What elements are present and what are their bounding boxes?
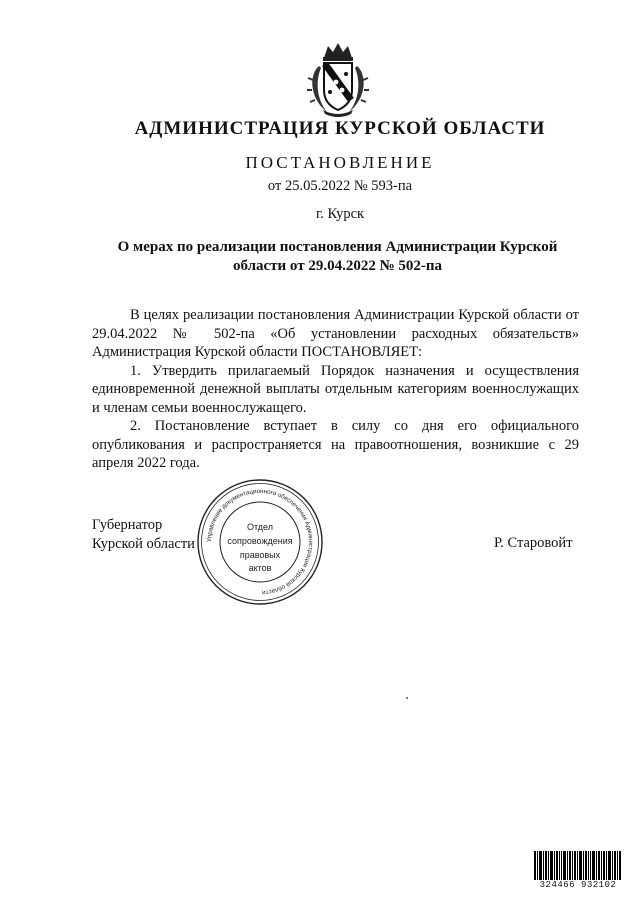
stamp-center-line: Отдел (246, 522, 274, 532)
stamp-center-line: актов (248, 563, 272, 573)
document-title-line: О мерах по реализации постановления Администрации Курской (117, 239, 558, 255)
body-paragraph-preamble: В целях реализации постановления Администрации Курской области от 29.04.2022 № 502-па «Об установлении расходных обязательств» Администрация Курской области ПОСТАНОВЛЯЕТ: (92, 307, 579, 360)
body-paragraph-item-1: 1. Утвердить прилагаемый Порядок назначения и осуществления единовременной денежной выплаты отдельным категориям военнослужащих и членам семьи военнослужащего. (92, 362, 579, 416)
body-paragraph-item-2: 2. Постановление вступает в силу со дня его официального опубликования и распространяется на правоотношения, возникшие с 29 апреля 2022 года. (92, 418, 579, 471)
stamp-center-line: правовых (239, 550, 281, 560)
authority-name: АДМИНИСТРАЦИЯ КУРСКОЙ ОБЛАСТИ (134, 118, 546, 139)
document-type: ПОСТАНОВЛЕНИЕ (245, 153, 435, 172)
document-title (95, 238, 580, 276)
coat-of-arms-emblem (305, 40, 371, 118)
stamp-center-line: сопровождения (227, 536, 293, 546)
signer-name: Р. Старовойт (494, 535, 573, 551)
signer-title (92, 516, 195, 554)
stamp-ring-text: Управление документационного обеспечения Администрации Курской области (205, 487, 315, 596)
document-date-number: от 25.05.2022 № 593-па (267, 178, 413, 194)
document-place: г. Курск (315, 206, 365, 222)
scan-speck (406, 697, 408, 699)
signer-title-line: Губернатор (92, 517, 163, 533)
document-body (92, 306, 579, 473)
document-title-line: области от 29.04.2022 № 502-па (232, 258, 443, 274)
official-stamp (196, 478, 324, 606)
signer-title-line: Курской области (92, 536, 195, 552)
barcode-number: 324466 932102 (533, 880, 623, 890)
